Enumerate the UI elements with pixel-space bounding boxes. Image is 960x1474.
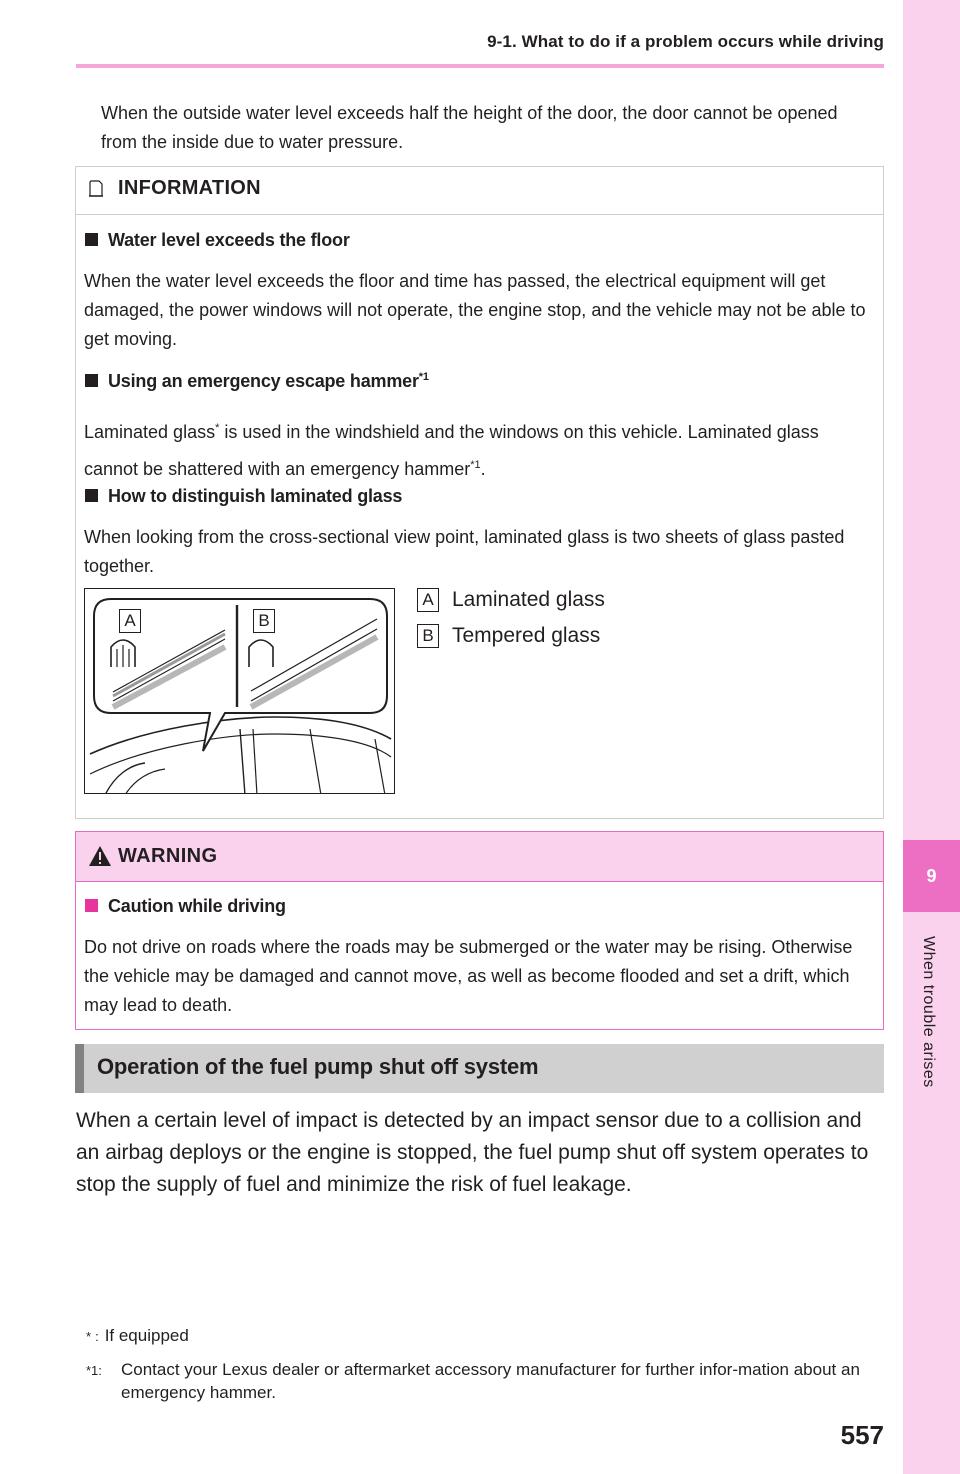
chapter-label: When trouble arises	[920, 936, 937, 1088]
warning-title: WARNING	[118, 845, 218, 867]
info-text-laminated-glass: When looking from the cross-sectional view point, laminated glass is two sheets of glass pasted together.	[84, 527, 845, 576]
warning-divider	[76, 881, 883, 882]
warning-triangle-icon	[88, 845, 112, 867]
information-divider	[75, 214, 884, 215]
legend-key-b: B	[417, 624, 439, 648]
info-text-escape-hammer: Laminated glass* is used in the windshield and the windows on this vehicle. Laminated glass cannot be shattered with an emergency hammer$^{*1}$.	[84, 422, 819, 479]
footnote-1: * : If equipped	[86, 1326, 189, 1345]
header-divider	[76, 64, 884, 68]
legend-label-laminated: Laminated glass	[452, 588, 605, 611]
glass-cross-section-figure	[84, 588, 395, 794]
square-bullet-icon	[85, 489, 98, 502]
figure-callout-a: A	[119, 609, 141, 633]
information-icon	[88, 180, 104, 198]
square-bullet-icon	[85, 899, 98, 912]
legend-label-tempered: Tempered glass	[452, 624, 601, 647]
warning-text: Do not drive on roads where the roads may be submerged or the water may be rising. Otherwise the vehicle may be damaged and cannot move, as well as become flooded and set a drift, which may lead to death.	[84, 937, 853, 1015]
footnote-2-text: Contact your Lexus dealer or aftermarket accessory manufacturer for further infor-mation about an emergency hammer.	[121, 1360, 860, 1402]
info-text-water-level: When the water level exceeds the floor and time has passed, the electrical equipment will get damaged, the power windows will not operate, the engine stop, and the vehicle may not be able to get moving.	[84, 271, 866, 349]
section-breadcrumb: 9-1. What to do if a problem occurs while driving	[487, 32, 884, 51]
section-heading: Operation of the fuel pump shut off system	[97, 1054, 539, 1079]
info-heading-water-level: Water level exceeds the floor	[85, 230, 350, 251]
figure-callout-b: B	[253, 609, 275, 633]
chapter-number: 9	[926, 866, 937, 886]
legend-key-a: A	[417, 588, 439, 612]
square-bullet-icon	[85, 233, 98, 246]
info-heading-laminated-glass: How to distinguish laminated glass	[85, 486, 402, 507]
chapter-side-tab	[903, 0, 960, 1474]
intro-text: When the outside water level exceeds half the height of the door, the door cannot be opened from the inside due to water pressure.	[101, 103, 838, 152]
info-heading-escape-hammer: Using an emergency escape hammer$^{*1}$	[85, 371, 429, 392]
information-title: INFORMATION	[118, 177, 261, 199]
square-bullet-icon	[85, 374, 98, 387]
page-number: 557	[840, 1420, 884, 1450]
footnote-2-mark: *1:	[86, 1363, 102, 1378]
section-body: When a certain level of impact is detected by an impact sensor due to a collision and an airbag deploys or the engine is stopped, the fuel pump shut off system operates to stop the supply of fuel and minimize the risk of fuel leakage.	[76, 1109, 869, 1196]
section-heading-accent	[75, 1044, 84, 1093]
warning-heading: Caution while driving	[85, 896, 286, 917]
